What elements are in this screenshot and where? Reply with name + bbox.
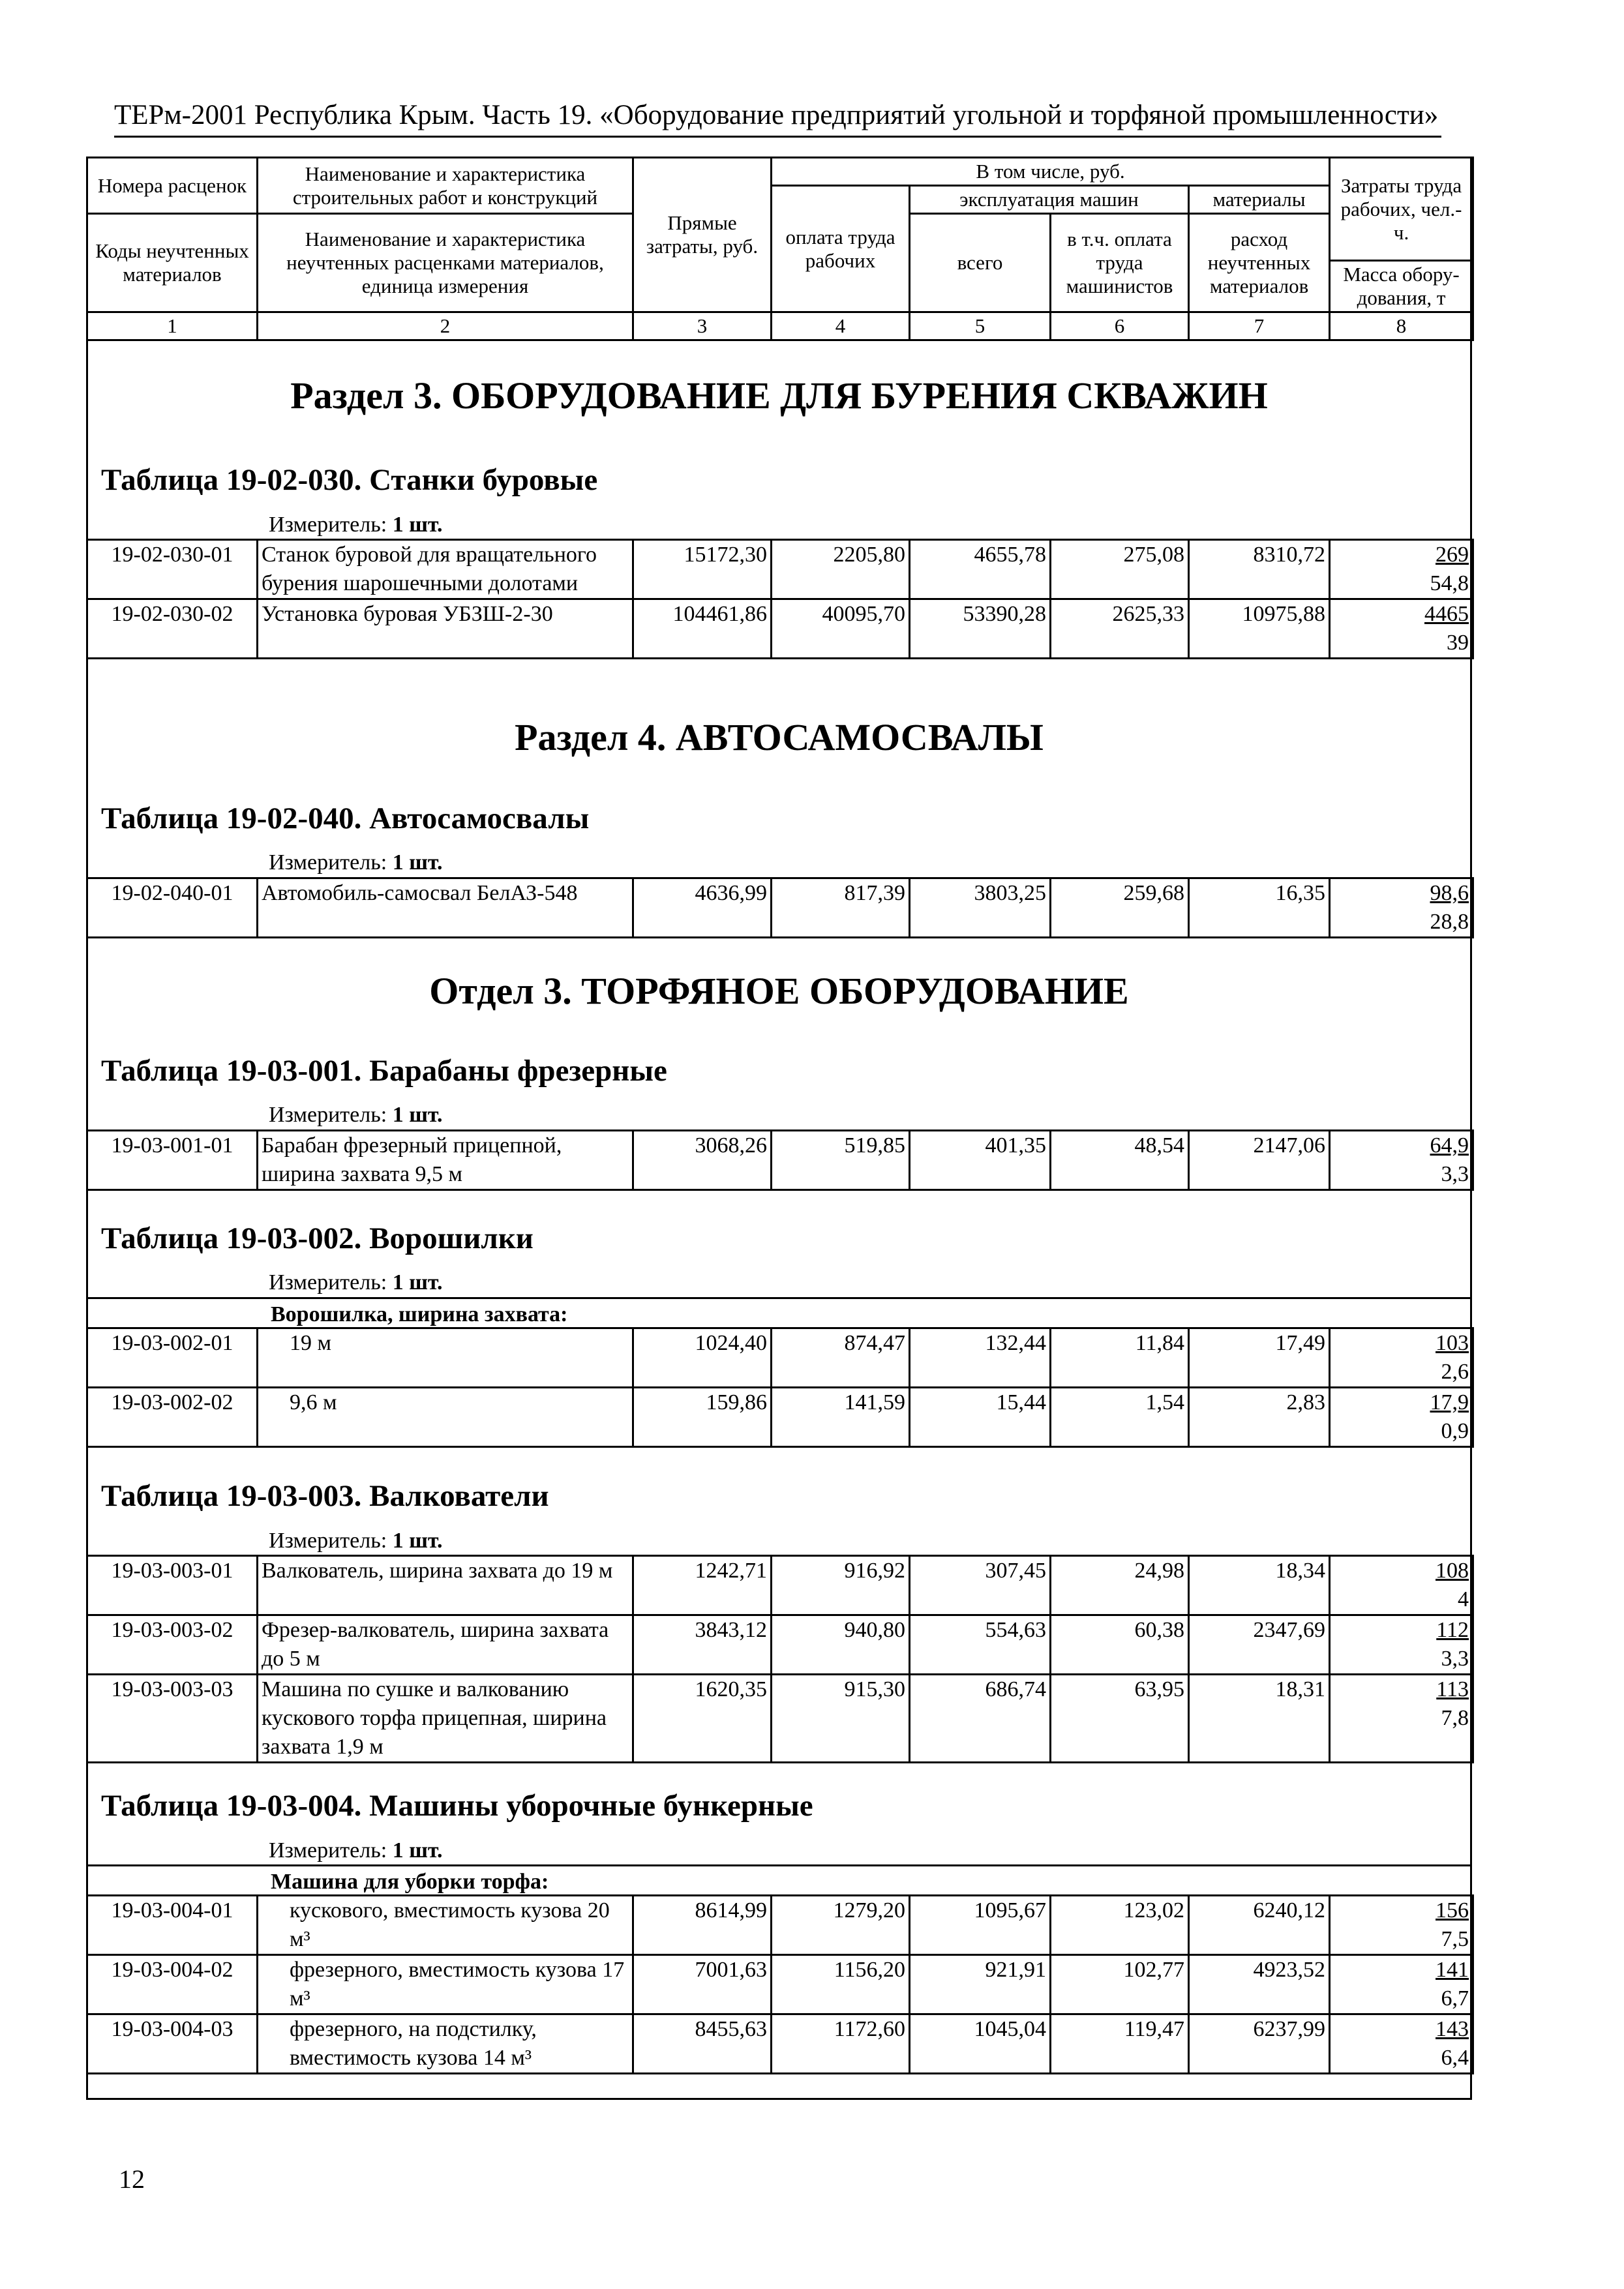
rate-name: Машина по сушке и валкованию кускового торфа прицепная, ширина захвата 1,9 м [258, 1675, 633, 1763]
hdr-labor-pay: оплата труда рабочих [772, 186, 910, 312]
labor-pay: 141,59 [772, 1388, 910, 1447]
table-row [87, 1955, 1473, 2014]
table-19-03-001 [86, 1130, 1474, 1191]
machine-cost: 1045,04 [910, 2014, 1051, 2074]
table-row [87, 1675, 1473, 1763]
machine-cost: 15,44 [910, 1388, 1051, 1447]
measure-unit: 1 шт. [392, 1103, 443, 1127]
material-cost: 17,49 [1189, 1328, 1330, 1388]
labor-hours: 112 [1436, 1618, 1469, 1642]
labor-mass-cell [1330, 1328, 1473, 1388]
section-title: Раздел 3. ОБОРУДОВАНИЕ ДЛЯ БУРЕНИЯ СКВАЖИН [290, 374, 1268, 417]
labor-hours: 17,9 [1430, 1390, 1469, 1414]
machinist-pay: 259,68 [1051, 878, 1189, 938]
equipment-mass: 3,3 [1441, 1162, 1469, 1186]
column-header [86, 157, 1474, 341]
equipment-mass: 2,6 [1441, 1360, 1469, 1384]
labor-pay: 40095,70 [772, 599, 910, 659]
labor-mass-cell [1330, 599, 1473, 659]
equipment-mass: 6,4 [1441, 2046, 1469, 2070]
group-row [86, 1297, 1472, 1327]
hdr-num: 1 [87, 312, 258, 340]
direct-cost: 8614,99 [633, 1896, 772, 1955]
machinist-pay: 11,84 [1051, 1328, 1189, 1388]
table-19-03-004 [86, 1894, 1474, 2074]
machinist-pay: 1,54 [1051, 1388, 1189, 1447]
measure-label: Измеритель: [269, 1529, 387, 1553]
section-title: Раздел 4. АВТОСАМОСВАЛЫ [515, 716, 1044, 758]
machine-cost: 554,63 [910, 1615, 1051, 1675]
machine-cost: 132,44 [910, 1328, 1051, 1388]
hdr-materials-cons: расход неучтенных материалов [1189, 214, 1330, 312]
labor-mass-cell [1330, 1955, 1473, 2014]
direct-cost: 1620,35 [633, 1675, 772, 1763]
rate-code: 19-03-002-01 [87, 1328, 258, 1388]
machine-cost: 53390,28 [910, 599, 1051, 659]
equipment-mass: 7,8 [1441, 1706, 1469, 1730]
table-title: Таблица 19-02-040. Автосамосвалы [101, 801, 590, 835]
labor-mass-cell [1330, 1675, 1473, 1763]
rate-name: Фрезер-валкователь, ширина захвата до 5 м [258, 1615, 633, 1675]
rate-code: 19-03-003-03 [87, 1675, 258, 1763]
material-cost: 2147,06 [1189, 1131, 1330, 1190]
labor-hours: 64,9 [1430, 1133, 1469, 1158]
rate-code: 19-03-004-01 [87, 1896, 258, 1955]
material-cost: 2,83 [1189, 1388, 1330, 1447]
rate-code: 19-03-004-03 [87, 2014, 258, 2074]
direct-cost: 7001,63 [633, 1955, 772, 2014]
measure [269, 1270, 443, 1296]
rate-name: Автомобиль-самосвал БелАЗ-548 [258, 878, 633, 938]
measure-unit: 1 шт. [392, 1838, 443, 1863]
machine-cost: 921,91 [910, 1955, 1051, 2014]
material-cost: 6240,12 [1189, 1896, 1330, 1955]
group-label: Машина для уборки торфа: [271, 1870, 549, 1894]
machinist-pay: 60,38 [1051, 1615, 1189, 1675]
rate-code: 19-02-030-02 [87, 599, 258, 659]
machine-cost: 4655,78 [910, 540, 1051, 599]
table-row [87, 878, 1473, 938]
material-cost: 4923,52 [1189, 1955, 1330, 2014]
table-title: Таблица 19-02-030. Станки буровые [101, 463, 598, 497]
labor-pay: 1172,60 [772, 2014, 910, 2074]
equipment-mass: 6,7 [1441, 1986, 1469, 2011]
direct-cost: 3068,26 [633, 1131, 772, 1190]
hdr-col1-top: Номера расценок [87, 158, 258, 214]
labor-hours: 113 [1436, 1677, 1469, 1701]
hdr-materials: материалы [1189, 186, 1330, 214]
labor-hours: 98,6 [1430, 881, 1469, 905]
labor-hours: 156 [1436, 1898, 1469, 1922]
rate-name: 19 м [258, 1328, 633, 1388]
hdr-incl: В том числе, руб. [772, 158, 1330, 186]
measure [269, 1528, 443, 1554]
labor-pay: 915,30 [772, 1675, 910, 1763]
measure [269, 850, 443, 876]
hdr-num: 5 [910, 312, 1051, 340]
measure-label: Измеритель: [269, 513, 387, 537]
labor-hours: 143 [1436, 2017, 1469, 2041]
machine-cost: 3803,25 [910, 878, 1051, 938]
hdr-num: 4 [772, 312, 910, 340]
rate-code: 19-02-040-01 [87, 878, 258, 938]
rate-code: 19-03-003-01 [87, 1556, 258, 1615]
hdr-col2-top: Наименование и характеристика строительных работ и конструкций [258, 158, 633, 214]
measure-unit: 1 шт. [392, 1270, 443, 1294]
labor-mass-cell [1330, 1896, 1473, 1955]
hdr-labor-cost: Затраты труда рабочих, чел.-ч. [1330, 158, 1473, 261]
table-row [87, 2014, 1473, 2074]
measure-label: Измеритель: [269, 1838, 387, 1863]
equipment-mass: 54,8 [1430, 571, 1469, 595]
rate-name: Станок буровой для вращательного бурения шарошечными долотами [258, 540, 633, 599]
labor-pay: 817,39 [772, 878, 910, 938]
table-row [87, 1556, 1473, 1615]
hdr-num: 2 [258, 312, 633, 340]
rate-name: фрезерного, на подстилку, вместимость кузова 14 м³ [258, 2014, 633, 2074]
labor-pay: 2205,80 [772, 540, 910, 599]
hdr-machines: эксплуатация машин [910, 186, 1189, 214]
measure [269, 1102, 443, 1128]
labor-pay: 916,92 [772, 1556, 910, 1615]
labor-pay: 1156,20 [772, 1955, 910, 2014]
section-title: Отдел 3. ТОРФЯНОЕ ОБОРУДОВАНИЕ [429, 970, 1129, 1012]
equipment-mass: 28,8 [1430, 910, 1469, 934]
table-title: Таблица 19-03-003. Валкователи [101, 1479, 549, 1513]
machine-cost: 401,35 [910, 1131, 1051, 1190]
machinist-pay: 24,98 [1051, 1556, 1189, 1615]
rate-code: 19-03-004-02 [87, 1955, 258, 2014]
material-cost: 10975,88 [1189, 599, 1330, 659]
labor-mass-cell [1330, 1388, 1473, 1447]
labor-hours: 141 [1436, 1958, 1469, 1982]
measure-label: Измеритель: [269, 1103, 387, 1127]
measure-unit: 1 шт. [392, 513, 443, 537]
rate-name: Барабан фрезерный прицепной, ширина захвата 9,5 м [258, 1131, 633, 1190]
rate-code: 19-02-030-01 [87, 540, 258, 599]
direct-cost: 159,86 [633, 1388, 772, 1447]
material-cost: 18,34 [1189, 1556, 1330, 1615]
measure [269, 1838, 443, 1864]
material-cost: 6237,99 [1189, 2014, 1330, 2074]
hdr-mass: Масса обору-дования, т [1330, 261, 1473, 312]
measure-label: Измеритель: [269, 850, 387, 875]
machinist-pay: 119,47 [1051, 2014, 1189, 2074]
material-cost: 18,31 [1189, 1675, 1330, 1763]
labor-mass-cell [1330, 1556, 1473, 1615]
rate-code: 19-03-002-02 [87, 1388, 258, 1447]
rate-name: Валкователь, ширина захвата до 19 м [258, 1556, 633, 1615]
labor-mass-cell [1330, 1131, 1473, 1190]
material-cost: 16,35 [1189, 878, 1330, 938]
labor-hours: 4465 [1424, 602, 1469, 626]
machine-cost: 686,74 [910, 1675, 1051, 1763]
group-row [86, 1864, 1472, 1894]
hdr-col1-bottom: Коды неучтенных материалов [87, 214, 258, 312]
labor-pay: 874,47 [772, 1328, 910, 1388]
table-row [87, 1615, 1473, 1675]
rate-code: 19-03-001-01 [87, 1131, 258, 1190]
direct-cost: 1024,40 [633, 1328, 772, 1388]
labor-hours: 269 [1436, 543, 1469, 567]
rate-name: 9,6 м [258, 1388, 633, 1447]
material-cost: 2347,69 [1189, 1615, 1330, 1675]
rate-name: кускового, вместимость кузова 20 м³ [258, 1896, 633, 1955]
equipment-mass: 0,9 [1441, 1419, 1469, 1443]
equipment-mass: 4 [1458, 1587, 1469, 1611]
table-19-03-002 [86, 1327, 1474, 1448]
rate-name: Установка буровая УБЗШ-2-30 [258, 599, 633, 659]
measure-unit: 1 шт. [392, 850, 443, 875]
page-number: 12 [119, 2164, 145, 2194]
hdr-machinist-pay: в т.ч. оплата труда машинистов [1051, 214, 1189, 312]
labor-mass-cell [1330, 2014, 1473, 2074]
direct-cost: 8455,63 [633, 2014, 772, 2074]
machinist-pay: 2625,33 [1051, 599, 1189, 659]
table-title: Таблица 19-03-004. Машины уборочные бункерные [101, 1789, 813, 1823]
machinist-pay: 123,02 [1051, 1896, 1189, 1955]
equipment-mass: 7,5 [1441, 1927, 1469, 1951]
table-row [87, 1328, 1473, 1388]
machine-cost: 307,45 [910, 1556, 1051, 1615]
table-row [87, 1896, 1473, 1955]
labor-hours: 103 [1436, 1331, 1469, 1355]
hdr-num: 8 [1330, 312, 1473, 340]
rate-code: 19-03-003-02 [87, 1615, 258, 1675]
machinist-pay: 275,08 [1051, 540, 1189, 599]
direct-cost: 1242,71 [633, 1556, 772, 1615]
machine-cost: 1095,67 [910, 1896, 1051, 1955]
direct-cost: 4636,99 [633, 878, 772, 938]
table-19-02-030 [86, 539, 1474, 659]
table-19-02-040 [86, 877, 1474, 938]
table-19-03-003 [86, 1555, 1474, 1763]
hdr-num: 7 [1189, 312, 1330, 340]
direct-cost: 3843,12 [633, 1615, 772, 1675]
labor-pay: 1279,20 [772, 1896, 910, 1955]
labor-pay: 519,85 [772, 1131, 910, 1190]
running-header: ТЕРм-2001 Республика Крым. Часть 19. «Оборудование предприятий угольной и торфяной промышленности» [114, 98, 1441, 138]
measure-label: Измеритель: [269, 1270, 387, 1294]
group-label: Ворошилка, ширина захвата: [271, 1302, 568, 1326]
labor-hours: 108 [1436, 1559, 1469, 1583]
equipment-mass: 3,3 [1441, 1647, 1469, 1671]
labor-pay: 940,80 [772, 1615, 910, 1675]
direct-cost: 104461,86 [633, 599, 772, 659]
hdr-num: 3 [633, 312, 772, 340]
table-row [87, 540, 1473, 599]
hdr-machines-total: всего [910, 214, 1051, 312]
machinist-pay: 63,95 [1051, 1675, 1189, 1763]
machinist-pay: 48,54 [1051, 1131, 1189, 1190]
labor-mass-cell [1330, 1615, 1473, 1675]
machinist-pay: 102,77 [1051, 1955, 1189, 2014]
rate-name: фрезерного, вместимость кузова 17 м³ [258, 1955, 633, 2014]
hdr-col2-bottom: Наименование и характеристика неучтенных расценками материалов, единица измерения [258, 214, 633, 312]
measure-unit: 1 шт. [392, 1529, 443, 1553]
table-row [87, 599, 1473, 659]
table-row [87, 1388, 1473, 1447]
equipment-mass: 39 [1447, 631, 1469, 655]
material-cost: 8310,72 [1189, 540, 1330, 599]
table-title: Таблица 19-03-002. Ворошилки [101, 1221, 534, 1255]
table-title: Таблица 19-03-001. Барабаны фрезерные [101, 1054, 667, 1088]
hdr-col3: Прямые затраты, руб. [633, 158, 772, 312]
table-row [87, 1131, 1473, 1190]
measure [269, 512, 443, 538]
labor-mass-cell [1330, 540, 1473, 599]
labor-mass-cell [1330, 878, 1473, 938]
direct-cost: 15172,30 [633, 540, 772, 599]
hdr-num: 6 [1051, 312, 1189, 340]
